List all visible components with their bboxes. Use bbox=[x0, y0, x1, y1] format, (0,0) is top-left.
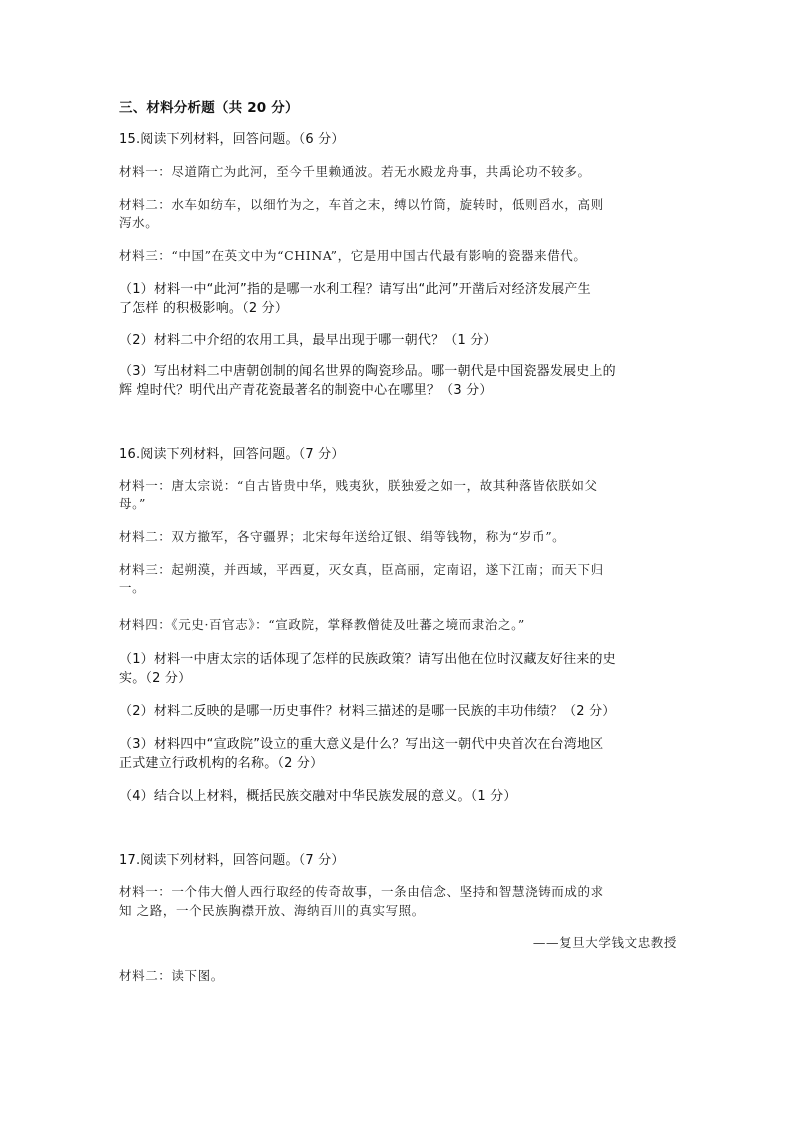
q16-sub-2: （2）材料二反映的是哪一历史事件？材料三描述的是哪一民族的丰功伟绩？（2 分） bbox=[119, 704, 616, 719]
question-16-header: 16.阅读下列材料，回答问题。（7 分） bbox=[119, 447, 345, 462]
q17-material-1-line-1: 材料一：一个伟大僧人西行取经的传奇故事，一条由信念、坚持和智慧浇铸而成的求 bbox=[119, 884, 604, 899]
q16-material-1-line-2: 母。” bbox=[119, 496, 146, 511]
q16-sub-3-line-2: 正式建立行政机构的名称。（2 分） bbox=[119, 756, 324, 771]
q17-material-1-source: ——复旦大学钱文忠教授 bbox=[532, 935, 677, 950]
q16-material-2: 材料二：双方撤军，各守疆界；北宋每年送给辽银、绢等钱物，称为“岁币”。 bbox=[119, 529, 566, 544]
section-title: 三、材料分析题（共 20 分） bbox=[119, 100, 299, 116]
q15-material-2-line-2: 泻水。 bbox=[119, 215, 159, 230]
q15-sub-2: （2）材料二中介绍的农用工具，最早出现于哪一朝代？（1 分） bbox=[119, 333, 497, 348]
q15-sub-1-line-1: （1）材料一中“此河”指的是哪一水利工程？请写出“此河”开凿后对经济发展产生 bbox=[119, 282, 591, 297]
question-17-header: 17.阅读下列材料，回答问题。（7 分） bbox=[119, 853, 345, 868]
q16-sub-1-line-2: 实。（2 分） bbox=[119, 671, 192, 686]
q15-material-2-line-1: 材料二：水车如纺车，以细竹为之，车首之末，缚以竹筒，旋转时，低则舀水，高则 bbox=[119, 197, 604, 212]
q15-sub-3-line-1: （3）写出材料二中唐朝创制的闻名世界的陶瓷珍品。哪一朝代是中国瓷器发展史上的 bbox=[119, 364, 616, 379]
q16-material-1-line-1: 材料一：唐太宗说：“自古皆贵中华，贱夷狄，朕独爱之如一，故其种落皆依朕如父 bbox=[119, 478, 598, 493]
q16-material-3-line-2: 一。 bbox=[119, 580, 146, 595]
q16-sub-3-line-1: （3）材料四中“宣政院”设立的重大意义是什么？写出这一朝代中央首次在台湾地区 bbox=[119, 737, 604, 752]
q16-sub-4: （4）结合以上材料，概括民族交融对中华民族发展的意义。（1 分） bbox=[119, 789, 517, 804]
q15-material-3: 材料三：“中国”在英文中为“CHINA”，它是用中国古代最有影响的瓷器来借代。 bbox=[119, 248, 587, 263]
q16-material-3-line-1: 材料三：起朔漠，并西域，平西夏，灭女真，臣高丽，定南诏，遂下江南；而天下归 bbox=[119, 562, 604, 577]
q15-material-1: 材料一：尽道隋亡为此河，至今千里赖通波。若无水殿龙舟事，共禹论功不较多。 bbox=[119, 164, 591, 179]
q15-sub-1-line-2: 了怎样 的积极影响。（2 分） bbox=[119, 301, 289, 316]
question-15-header: 15.阅读下列材料，回答问题。（6 分） bbox=[119, 132, 345, 147]
q16-material-4: 材料四：《元史·百官志》：“宣政院，掌释教僧徒及吐蕃之境而隶治之。” bbox=[119, 617, 525, 632]
q17-material-1-line-2: 知 之路，一个民族胸襟开放、海纳百川的真实写照。 bbox=[119, 903, 425, 918]
q15-sub-3-line-2: 辉 煌时代？明代出产青花瓷最著名的制瓷中心在哪里？（3 分） bbox=[119, 383, 493, 398]
q17-material-2: 材料二：读下图。 bbox=[119, 968, 224, 983]
q16-sub-1-line-1: （1）材料一中唐太宗的话体现了怎样的民族政策？请写出他在位时汉藏友好往来的史 bbox=[119, 652, 616, 667]
